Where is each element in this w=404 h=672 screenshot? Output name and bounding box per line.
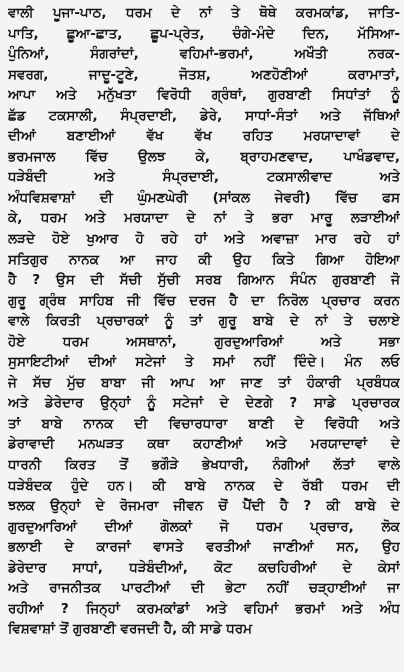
article-column [8,3,400,640]
article-line: ਆਪਾ ਅਤੇ ਮਨੁੱਖਤਾ ਵਿਰੋਧੀ ਗ੍ਰੰਥਾਂ, ਗੁਰਬਾਣੀ ਸਿਧਾਂਤਾਂ ਨੂੰ [8,87,400,104]
article-line: ਧੜੇਬੰਦੀ ਅਤੇ ਸੰਪ੍ਰਦਾਈ, ਟਕਸਾਲੀਵਾਦ ਅਤੇ [8,169,400,186]
article-line: ਲੜਦੇ ਹੋਏ ਖੁਆਰ ਹੋ ਰਹੇ ਹਾਂ ਅਤੇ ਅਵਾਜ਼ਾ ਮਾਰ ਰਹੇ ਹਾਂ [8,231,400,248]
article-line: ਵਿਸ਼ਵਾਸ਼ਾਂ ਤੋਂ ਗੁਰਬਾਣੀ ਵਰਜਦੀ ਹੈ, ਕੀ ਸਾਡੇ ਧਰਮ [8,621,253,638]
article-line: ਕੇ, ਧਰਮ ਅਤੇ ਮਰਯਾਦਾ ਦੇ ਨਾਂ ਤੇ ਭਰਾ ਮਾਰੂ ਲੜਾਈਆਂ [8,210,400,227]
article-line: ਸੁਸਾਇਟੀਆਂ ਦੀਆਂ ਸਟੇਜਾਂ ਤੇ ਸਮਾਂ ਨਹੀਂ ਦਿੰਦੇ। ਮੰਨ ਲਓ [8,354,400,371]
article-line: ਸਵਰਗ, ਜਾਦੂ-ਟੂਣੇ, ਜੋਤਸ਼, ਅਣਹੋਣੀਆਂ ਕਰਾਮਾਤਾਂ, [8,66,400,83]
article-line: ਅਤੇ ਡੇਰੇਦਾਰ ਉਨ੍ਹਾਂ ਨੂੰ ਸਟੇਜਾਂ ਦੇ ਦੇਣਗੇ ? ਸਾਡੇ ਪ੍ਰਚਾਰਕ [8,395,400,412]
article-line: ਹੈ ? ਉਸ ਦੀ ਸੱਚੀ ਸੁੱਚੀ ਸਰਬ ਗਿਆਨ ਸੰਪੰਨ ਗੁਰਬਾਣੀ ਜੋ [8,272,400,289]
article-line: ਤਾਂ ਬਾਬੇ ਨਾਨਕ ਦੀ ਵਿਚਾਰਧਾਰਾ ਬਾਣੀ ਦੇ ਵਿਰੋਧੀ ਅਤੇ [8,415,400,432]
article-line: ਧਾਰਨੀ ਕਿਰਤ ਤੋਂ ਭਗੌੜੇ ਭੇਖਧਾਰੀ, ਨੰਗੀਆਂ ਲੱਤਾਂ ਵਾਲੇ [8,457,400,474]
article-line: ਵਾਲੇ ਕਿਰਤੀ ਪ੍ਰਚਾਰਕਾਂ ਨੂੰ ਤਾਂ ਗੁਰੂ ਬਾਬੇ ਦੇ ਨਾਂ ਤੇ ਚਲਾਏ [8,313,400,330]
article-line: ਝਲਕ ਉਨ੍ਹਾਂ ਦੇ ਰੋਜਮਰਾ ਜੀਵਨ ਚੋਂ ਪੈਂਦੀ ਹੈ ? ਕੀ ਬਾਬੇ ਦੇ [8,498,400,515]
article-line: ਭਰਮਜਾਲ ਵਿੱਚ ਉਲਝ ਕੇ, ਬ੍ਰਾਹਮਣਵਾਦ, ਪਾਖੰਡਵਾਦ, [8,148,400,165]
article-line: ਗੁਰੂ ਗ੍ਰੰਥ ਸਾਹਿਬ ਜੀ ਵਿੱਚ ਦਰਜ ਹੈ ਦਾ ਨਿਰੋਲ ਪ੍ਰਚਾਰ ਕਰਨ [8,292,400,309]
article-line: ਭਲਾਈ ਦੇ ਕਾਰਜਾਂ ਵਾਸਤੇ ਵਰਤੀਆਂ ਜਾਣੀਆਂ ਸਨ, ਉਹ [8,539,400,556]
article-line: ਅੰਧਵਿਸ਼ਵਾਸ਼ਾਂ ਦੀ ਘੁੰਮਣਘੇਰੀ (ਸਾਂਕਲ ਜੇਵਰੀ) ਵਿੱਚ ਫਸ [8,189,400,206]
article-line: ਡੇਰਾਵਾਦੀ ਮਨਘੜਤ ਕਥਾ ਕਹਾਣੀਆਂ ਅਤੇ ਮਰਯਾਦਾਵਾਂ ਦੇ [8,436,400,453]
article-line: ਰਹੀਆਂ ? ਜਿਨ੍ਹਾਂ ਕਰਮਕਾਂਡਾਂ ਅਤੇ ਵਹਿਮਾਂ ਭਰਮਾਂ ਅਤੇ ਅੰਧ [8,600,400,617]
article-line: ਵਾਲੀ ਪੂਜਾ-ਪਾਠ, ਧਰਮ ਦੇ ਨਾਂ ਤੇ ਥੋਥੇ ਕਰਮਕਾਂਡ, ਜਾਤਿ- [8,5,400,21]
article-line: ਦੀਆਂ ਬਣਾਈਆਂ ਵੱਖ ਵੱਖ ਰਹਿਤ ਮਰਯਾਦਾਵਾਂ ਦੇ [8,128,400,145]
article-line: ਡੇਰੇਦਾਰ ਸਾਧਾਂ, ਧੜੇਬੰਦੀਆਂ, ਕੋਟ ਕਚਹਿਰੀਆਂ ਦੇ ਕੇਸਾਂ [8,559,400,576]
article-line: ਗੁਰਦੁਆਰਿਆਂ ਦੀਆਂ ਗੋਲਕਾਂ ਜੋ ਧਰਮ ਪ੍ਰਚਾਰ, ਲੋਕ [8,518,400,535]
article-line: ਅਤੇ ਰਾਜਨੀਤਕ ਪਾਰਟੀਆਂ ਦੀ ਭੇਟਾ ਨਹੀਂ ਚੜ੍ਹਾਈਆਂ ਜਾ [8,580,400,597]
article-line: ਧੜੇਬੰਦਕ ਹੁੰਦੇ ਹਨ। ਕੀ ਬਾਬੇ ਨਾਨਕ ਦੇ ਰੱਬੀ ਧਰਮ ਦੀ [8,477,400,494]
article-line: ਪਾਤਿ, ਛੂਆ-ਛਾਤ, ਛੂਪ-ਪ੍ਰੇਤ, ਚੰਗੇ-ਮੰਦੇ ਦਿਨ, ਮੱਸਿਆ- [8,25,400,42]
article-line: ਜੇ ਸੱਚ ਮੁੱਚ ਬਾਬਾ ਜੀ ਆਪ ਆ ਜਾਣ ਤਾਂ ਹੰਕਾਰੀ ਪ੍ਰਬੰਧਕ [8,374,400,391]
article-line: ਹੋਏ ਧਰਮ ਅਸਥਾਨਾਂ, ਗੁਰਦੁਆਰਿਆਂ ਅਤੇ ਸਭਾ [8,333,400,350]
article-line: ਸਤਿਗੁਰ ਨਾਨਕ ਆ ਜਾਹ ਕੀ ਉਹ ਕਿਤੇ ਗਿਆ ਹੋਇਆ [8,251,400,268]
article-line: ਪੁੰਨਿਆਂ, ਸੰਗਰਾਂਦਾਂ, ਵਹਿਮਾਂ-ਭਰਮਾਂ, ਅਖੌਤੀ ਨਰਕ- [8,46,400,63]
article-line: ਛੱਡ ਟਕਸਾਲੀ, ਸੰਪ੍ਰਦਾਈ, ਡੇਰੇ, ਸਾਧਾਂ-ਸੰਤਾਂ ਅਤੇ ਜੱਥਿਆਂ [8,107,400,124]
